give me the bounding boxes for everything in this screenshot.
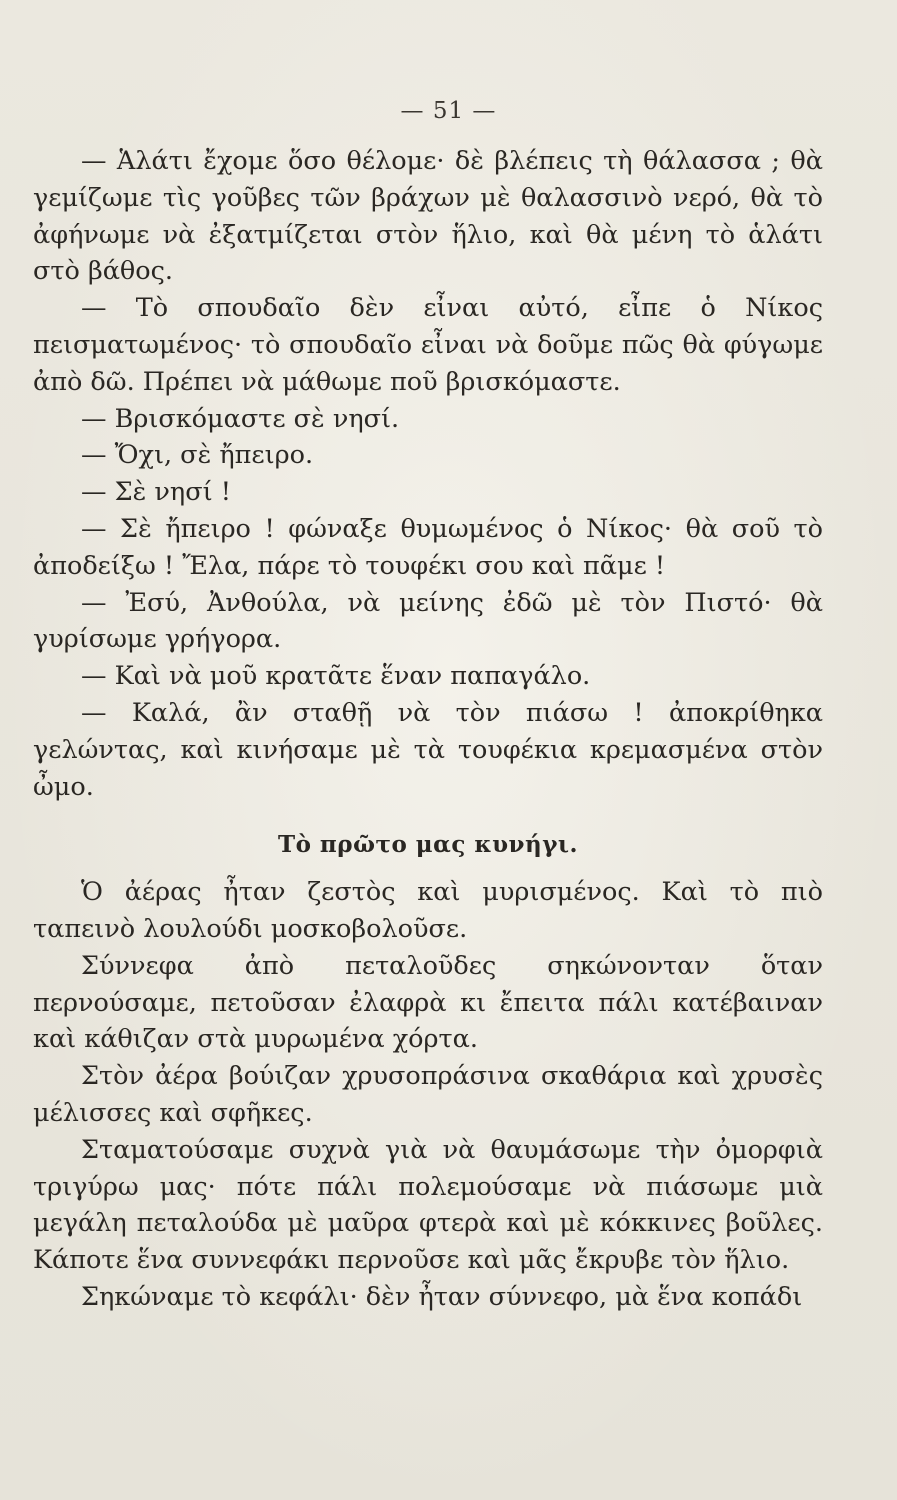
- section-heading: Τὸ πρῶτο μας κυνήγι.: [277, 831, 579, 859]
- narrative-paragraph: Σταματούσαμε συχνὰ γιὰ νὰ θαυμάσωμε τὴν ὀμορφιὰ τριγύρω μας· πότε πάλι πολεμούσαμε νὰ πιάσωμε μιὰ μεγάλη πεταλούδα μὲ μαῦρα φτερὰ καὶ μὲ κόκκινες βοῦλες. Κάποτε ἕνα συννεφάκι περνοῦσε καὶ μᾶς ἔκρυβε τὸν ἥλιο.: [33, 1134, 823, 1276]
- dialogue-line: — Καὶ νὰ μοῦ κρατᾶτε ἕναν παπαγάλο.: [81, 661, 591, 692]
- narrative-paragraph: Σύννεφα ἀπὸ πεταλοῦδες σηκώνονταν ὅταν περνούσαμε, πετοῦσαν ἐλαφρὰ κι ἔπειτα πάλι κατέβαιναν καὶ κάθιζαν στὰ μυρωμένα χόρτα.: [33, 950, 823, 1055]
- dialogue-line: — Σὲ ἤπειρο ! φώναξε θυμωμένος ὁ Νίκος· θὰ σοῦ τὸ ἀποδείξω ! Ἔλα, πάρε τὸ τουφέκι σου καὶ πᾶμε !: [33, 513, 823, 581]
- dialogue-line: — Ὄχι, σὲ ἤπειρο.: [81, 440, 314, 471]
- narrative-paragraph: Σηκώναμε τὸ κεφάλι· δὲν ἦταν σύννεφο, μὰ ἕνα κοπάδι: [81, 1281, 803, 1312]
- dialogue-line: — Ἁλάτι ἔχομε ὅσο θέλομε· δὲ βλέπεις τὴ θάλασσα ; θὰ γεμίζωμε τὶς γοῦβες τῶν βράχων μὲ θαλασσινὸ νερό, θὰ τὸ ἀφήνωμε νὰ ἐξατμίζεται στὸν ἥλιο, καὶ θὰ μένη τὸ ἁλάτι στὸ βάθος.: [33, 146, 823, 287]
- dialogue-line: — Ἐσύ, Ἀνθούλα, νὰ μείνης ἐδῶ μὲ τὸν Πιστό· θὰ γυρίσωμε γρήγορα.: [33, 587, 823, 655]
- body-text: [33, 143, 823, 1316]
- dialogue-line: — Βρισκόμαστε σὲ νησί.: [81, 403, 400, 434]
- dialogue-line: — Καλά, ἂν σταθῇ νὰ τὸν πιάσω ! ἀποκρίθηκα γελώντας, καὶ κινήσαμε μὲ τὰ τουφέκια κρεμασμένα στὸν ὦμο.: [33, 697, 823, 802]
- dialogue-line: — Σὲ νησί !: [81, 477, 231, 508]
- narrative-paragraph: Στὸν ἀέρα βούιζαν χρυσοπράσινα σκαθάρια καὶ χρυσὲς μέλισσες καὶ σφῆκες.: [33, 1061, 823, 1128]
- dialogue-line: — Τὸ σπουδαῖο δὲν εἶναι αὐτό, εἶπε ὁ Νίκος πεισματωμένος· τὸ σπουδαῖο εἶναι νὰ δοῦμε πῶς θὰ φύγωμε ἀπὸ δῶ. Πρέπει νὰ μάθωμε ποῦ βρισκόμαστε.: [33, 293, 823, 397]
- narrative-paragraph: Ὁ ἀέρας ἦταν ζεστὸς καὶ μυρισμένος. Καὶ τὸ πιὸ ταπεινὸ λουλούδι μοσκοβολοῦσε.: [33, 877, 823, 944]
- page-number: — 51 —: [400, 98, 497, 124]
